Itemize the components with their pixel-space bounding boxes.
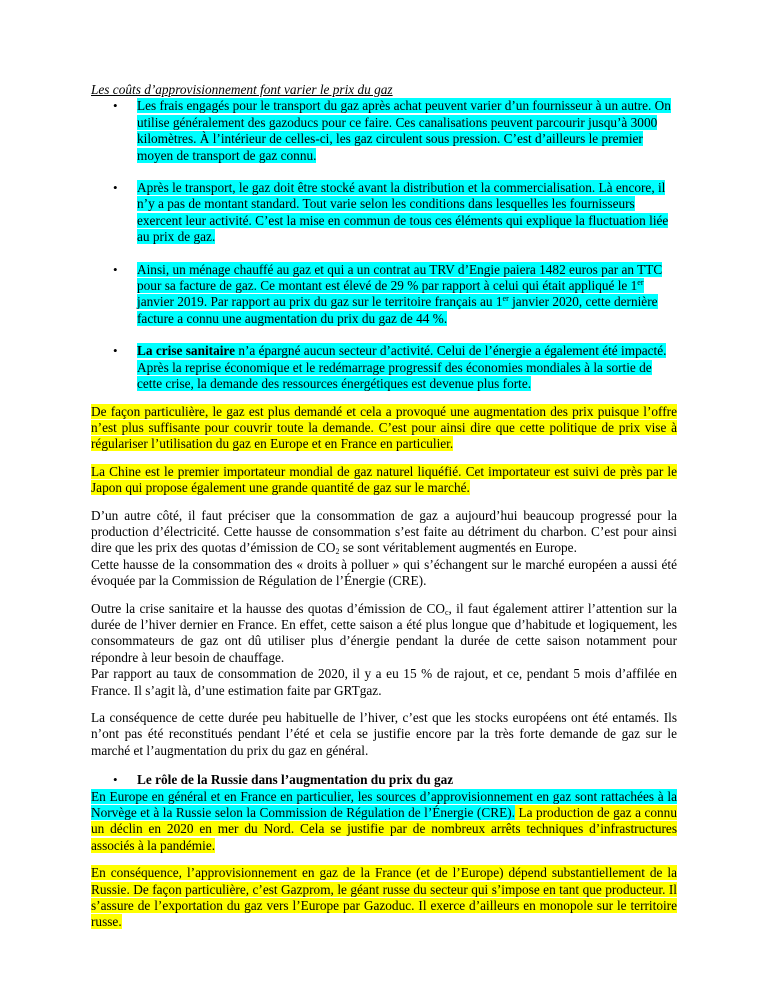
bold-term: La crise sanitaire <box>137 343 235 359</box>
document-page <box>91 82 677 931</box>
paragraph-electricite <box>91 508 677 590</box>
highlighted-text: La production de gaz a connu un déclin en 2020 en mer du Nord. Cela se justifie par de nombreux arrêts techniques d’infrastructures associés à la pandémie. <box>91 805 677 853</box>
text-fragment: se sont véritablement augmentés en Europe. <box>339 540 577 556</box>
superscript: er <box>502 294 509 304</box>
bullet-item-russie <box>91 772 677 788</box>
superscript: er <box>637 278 644 288</box>
paragraph-gazprom <box>91 865 677 931</box>
paragraph-chine <box>91 464 677 497</box>
subsection-heading: Le rôle de la Russie dans l’augmentation du prix du gaz <box>137 772 454 788</box>
text-fragment: janvier 2019. Par rapport au prix du gaz sur le territoire français au 1 <box>137 294 503 310</box>
subscript: c <box>444 607 449 617</box>
text-fragment: Outre la crise sanitaire et la hausse des quotas d’émission de CO <box>91 600 445 616</box>
bullet-item-transport <box>91 98 677 164</box>
bullet-item-stockage <box>91 180 677 246</box>
highlighted-text: En conséquence, l’approvisionnement en gaz de la France (et de l’Europe) dépend substantiellement de la Russie. De façon particulière, c’est Gazprom, le géant russe du secteur qui s’impose en tant que producteur. Il s’assure de l’exportation du gaz vers l’Europe par Gazoduc. Il exerce d’ailleurs en monopole sur le territoire russe. <box>91 865 677 930</box>
text-fragment: janvier 2020, cette dernière facture a connu une augmentation du prix du gaz de 44 %. <box>137 294 658 326</box>
russia-bullet <box>91 772 677 788</box>
paragraph-hiver <box>91 601 677 699</box>
subscript: 2 <box>335 547 340 557</box>
text-fragment: Ainsi, un ménage chauffé au gaz et qui a un contrat au TRV d’Engie paiera 1482 euros par an TTC pour sa facture de gaz. Ce montant est élevé de 29 % par rapport à celui qui était appliqué le 1 <box>137 261 663 294</box>
text-fragment: n’a épargné aucun secteur d’activité. Celui de l’énergie a également été impacté. Après la reprise économique et le redémarrage progressif des économies mondiales à la sortie de cette crise, la demande des ressources énergétiques est devenue plus forte. <box>137 343 667 392</box>
paragraph-demande <box>91 404 677 453</box>
text-fragment: Par rapport au taux de consommation de 2020, il y a eu 15 % de rajout, et ce, pendant 5 mois d’affilée en France. Il s’agit là, d’une estimation faite par GRTgaz. <box>91 666 677 698</box>
bullet-item-menage <box>91 262 677 328</box>
bullet-list <box>91 98 677 392</box>
text-fragment: Cette hausse de la consommation des « droits à polluer » qui s’échangent sur le marché européen a aussi été évoquée par la Commission de Régulation de l’Énergie (CRE). <box>91 556 677 589</box>
bullet-text: Après le transport, le gaz doit être stocké avant la distribution et la commercialisation. Là encore, il n’y a pas de montant standard. Tout varie selon les conditions dans lesquelles les fournisseurs exercent leur activité. C’est la mise en commun de tous ces éléments qui explique la fluctuation liée au prix de gaz. <box>137 180 669 245</box>
paragraph-sources <box>91 789 677 855</box>
text-fragment: , il faut également attirer l’attention sur la durée de l’hiver dernier en France. En effet, cette saison a été plus longue que d’habitude et logiquement, les consommateurs de gaz ont dû utiliser plus d’énergie pendant la durée de cette saison notamment pour répondre à leur besoin de chauffage. <box>91 600 677 665</box>
paragraph-stocks: La conséquence de cette durée peu habituelle de l’hiver, c’est que les stocks européens ont été entamés. Ils n’ont pas été reconstitués pendant l’été et cela se justifie encore par la très forte demande de gaz sur le marché et l’augmentation du prix du gaz en général. <box>91 710 677 758</box>
section-heading: Les coûts d’approvisionnement font varier le prix du gaz <box>91 82 393 97</box>
highlighted-text: En Europe en général et en France en particulier, les sources d’approvisionnement en gaz sont rattachées à la Norvège et à la Russie selon la Commission de Régulation de l’Énergie (CRE). <box>91 788 677 821</box>
text-fragment: D’un autre côté, il faut préciser que la consommation de gaz a aujourd’hui beaucoup progressé pour la production d’électricité. Cette hausse de consommation s’est faite au détriment du charbon. C’est pour ainsi dire que les prix des quotas d’émission de CO <box>91 507 677 556</box>
bullet-item-crise <box>91 343 677 392</box>
highlighted-text: La Chine est le premier importateur mondial de gaz naturel liquéfié. Cet importateur est suivi de près par le Japon qui propose également une grande quantité de gaz sur le marché. <box>91 463 677 496</box>
highlighted-text: De façon particulière, le gaz est plus demandé et cela a provoqué une augmentation des prix puisque l’offre n’est plus suffisante pour couvrir toute la demande. C’est pour ainsi dire que cette politique de prix vise à régulariser l’utilisation du gaz en Europe et en France en particulier. <box>91 403 677 452</box>
bullet-text-part <box>137 262 662 326</box>
bullet-text-part <box>137 343 666 391</box>
bullet-text: Les frais engagés pour le transport du gaz après achat peuvent varier d’un fournisseur à un autre. On utilise généralement des gazoducs pour ce faire. Ces canalisations peuvent parcourir jusqu’à 3000 kilomètres. À l’intérieur de celles-ci, les gaz circulent sous pression. C’est d’ailleurs le premier moyen de transport de gaz connu. <box>137 98 671 163</box>
